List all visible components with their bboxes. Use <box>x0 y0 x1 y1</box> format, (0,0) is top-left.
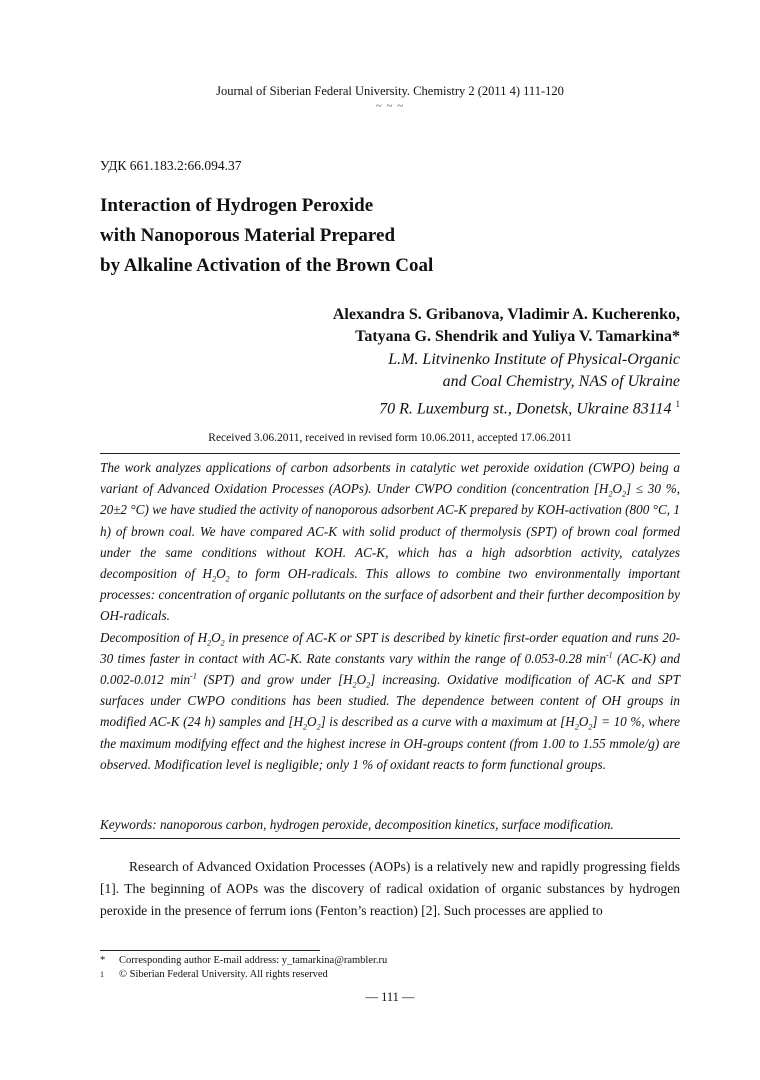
affiliation-address: 70 R. Luxemburg st., Donetsk, Ukraine 83114 <box>379 400 672 418</box>
title-line-3: by Alkaline Activation of the Brown Coal <box>100 255 434 276</box>
keywords: Keywords: nanoporous carbon, hydrogen peroxide, decomposition kinetics, surface modification. <box>100 817 614 832</box>
received-dates: Received 3.06.2011, received in revised form 10.06.2011, accepted 17.06.2011 <box>208 432 572 444</box>
footnote-rule <box>100 950 320 951</box>
abstract-paragraph-2: Decomposition of $H_2O_2$ in presence of AC-K or SPT is described by kinetic first-order equation and runs 20-30 times faster in contact with AC-K. Rate constants vary within the range of 0.053-0.28 $\min^{-1} (AC-K)$ and 0.002-0.012 $\min^{-1} (SPT)$ and grow under $[H_2O_2]$ increasing. Oxidative modification of AC-K and SPT surfaces under CWPO conditions has been studied. The dependence between content of OH groups in modified AC-K (24 h) samples and $[H_2O_2]$ is described as a curve with a maximum at $[H_2O_2] = 10$ %, where the maximum modifying effect and the highest increse in OH-groups content (from 1.00 to 1.55 mmole/g) are observed. Modification level is negligible; only 1 % of oxidant reacts to form functional groups. <box>100 629 681 772</box>
affiliation <box>379 349 680 420</box>
title-line-1: Interaction of Hydrogen Peroxide <box>100 195 374 216</box>
journal-header: Journal of Siberian Federal University. Chemistry 2 (2011 4) 111-120 <box>216 84 564 98</box>
page-number: ― 111 ― <box>365 990 415 1004</box>
body-paragraph: Research of Advanced Oxidation Processes (AOPs) is a relatively new and rapidly progressing fields [1]. The beginning of AOPs was the discovery of radical oxidation of organic substances by hydrogen peroxide in the presence of ferrum ions (Fenton’s reaction) [2]. Such processes are applied to <box>100 859 680 918</box>
keywords-bottom-rule <box>100 838 680 839</box>
authors-line-2: Tatyana G. Shendrik and Yuliya V. Tamarkina* <box>355 328 680 345</box>
abstract-paragraph-1: The work analyzes applications of carbon adsorbents in catalytic wet peroxide oxidation (CWPO) being a variant of Advanced Oxidation Processes (AOPs). Under CWPO condition (concentration $[H_2O_2] \le 30$ %, 20±2 °C) we have studied the activity of nanoporous adsorbent AC-K prepared by KOH-activation (800 °C, 1 h) of brown coal. We have compared AC-K with solid product of thermolysis (SPT) of brown coal formed under the same conditions without KOH. AC-K, which has a high adsorbtion activity, catalyzes decomposition of $H_2O_2$ to form OH-radicals. This allows to combine two environmentally important processes: concentration of organic pollutants on the surface of adsorbent and their further decomposition by OH-radicals. <box>100 460 681 624</box>
title-line-2: with Nanoporous Material Prepared <box>100 225 396 246</box>
footnote-corresponding: * Corresponding author E-mail address: y_tamarkina@rambler.ru <box>100 955 388 966</box>
paper-title <box>100 191 433 281</box>
affiliation-line-2: and Coal Chemistry, NAS of Ukraine <box>442 373 680 390</box>
abstract <box>100 457 680 775</box>
affiliation-line-1: L.M. Litvinenko Institute of Physical-Organic <box>388 351 680 368</box>
footnote-copyright: 1 © Siberian Federal University. All rights reserved <box>100 969 328 980</box>
authors-line-1: Alexandra S. Gribanova, Vladimir A. Kucherenko, <box>332 306 680 323</box>
authors <box>333 304 680 348</box>
affiliation-line-3 <box>379 393 680 420</box>
header-ornament: ~ ~ ~ <box>375 100 405 112</box>
udk-code: УДК 661.183.2:66.094.37 <box>100 158 242 173</box>
abstract-top-rule <box>100 453 680 454</box>
footnote-ref: 1 <box>675 399 680 409</box>
